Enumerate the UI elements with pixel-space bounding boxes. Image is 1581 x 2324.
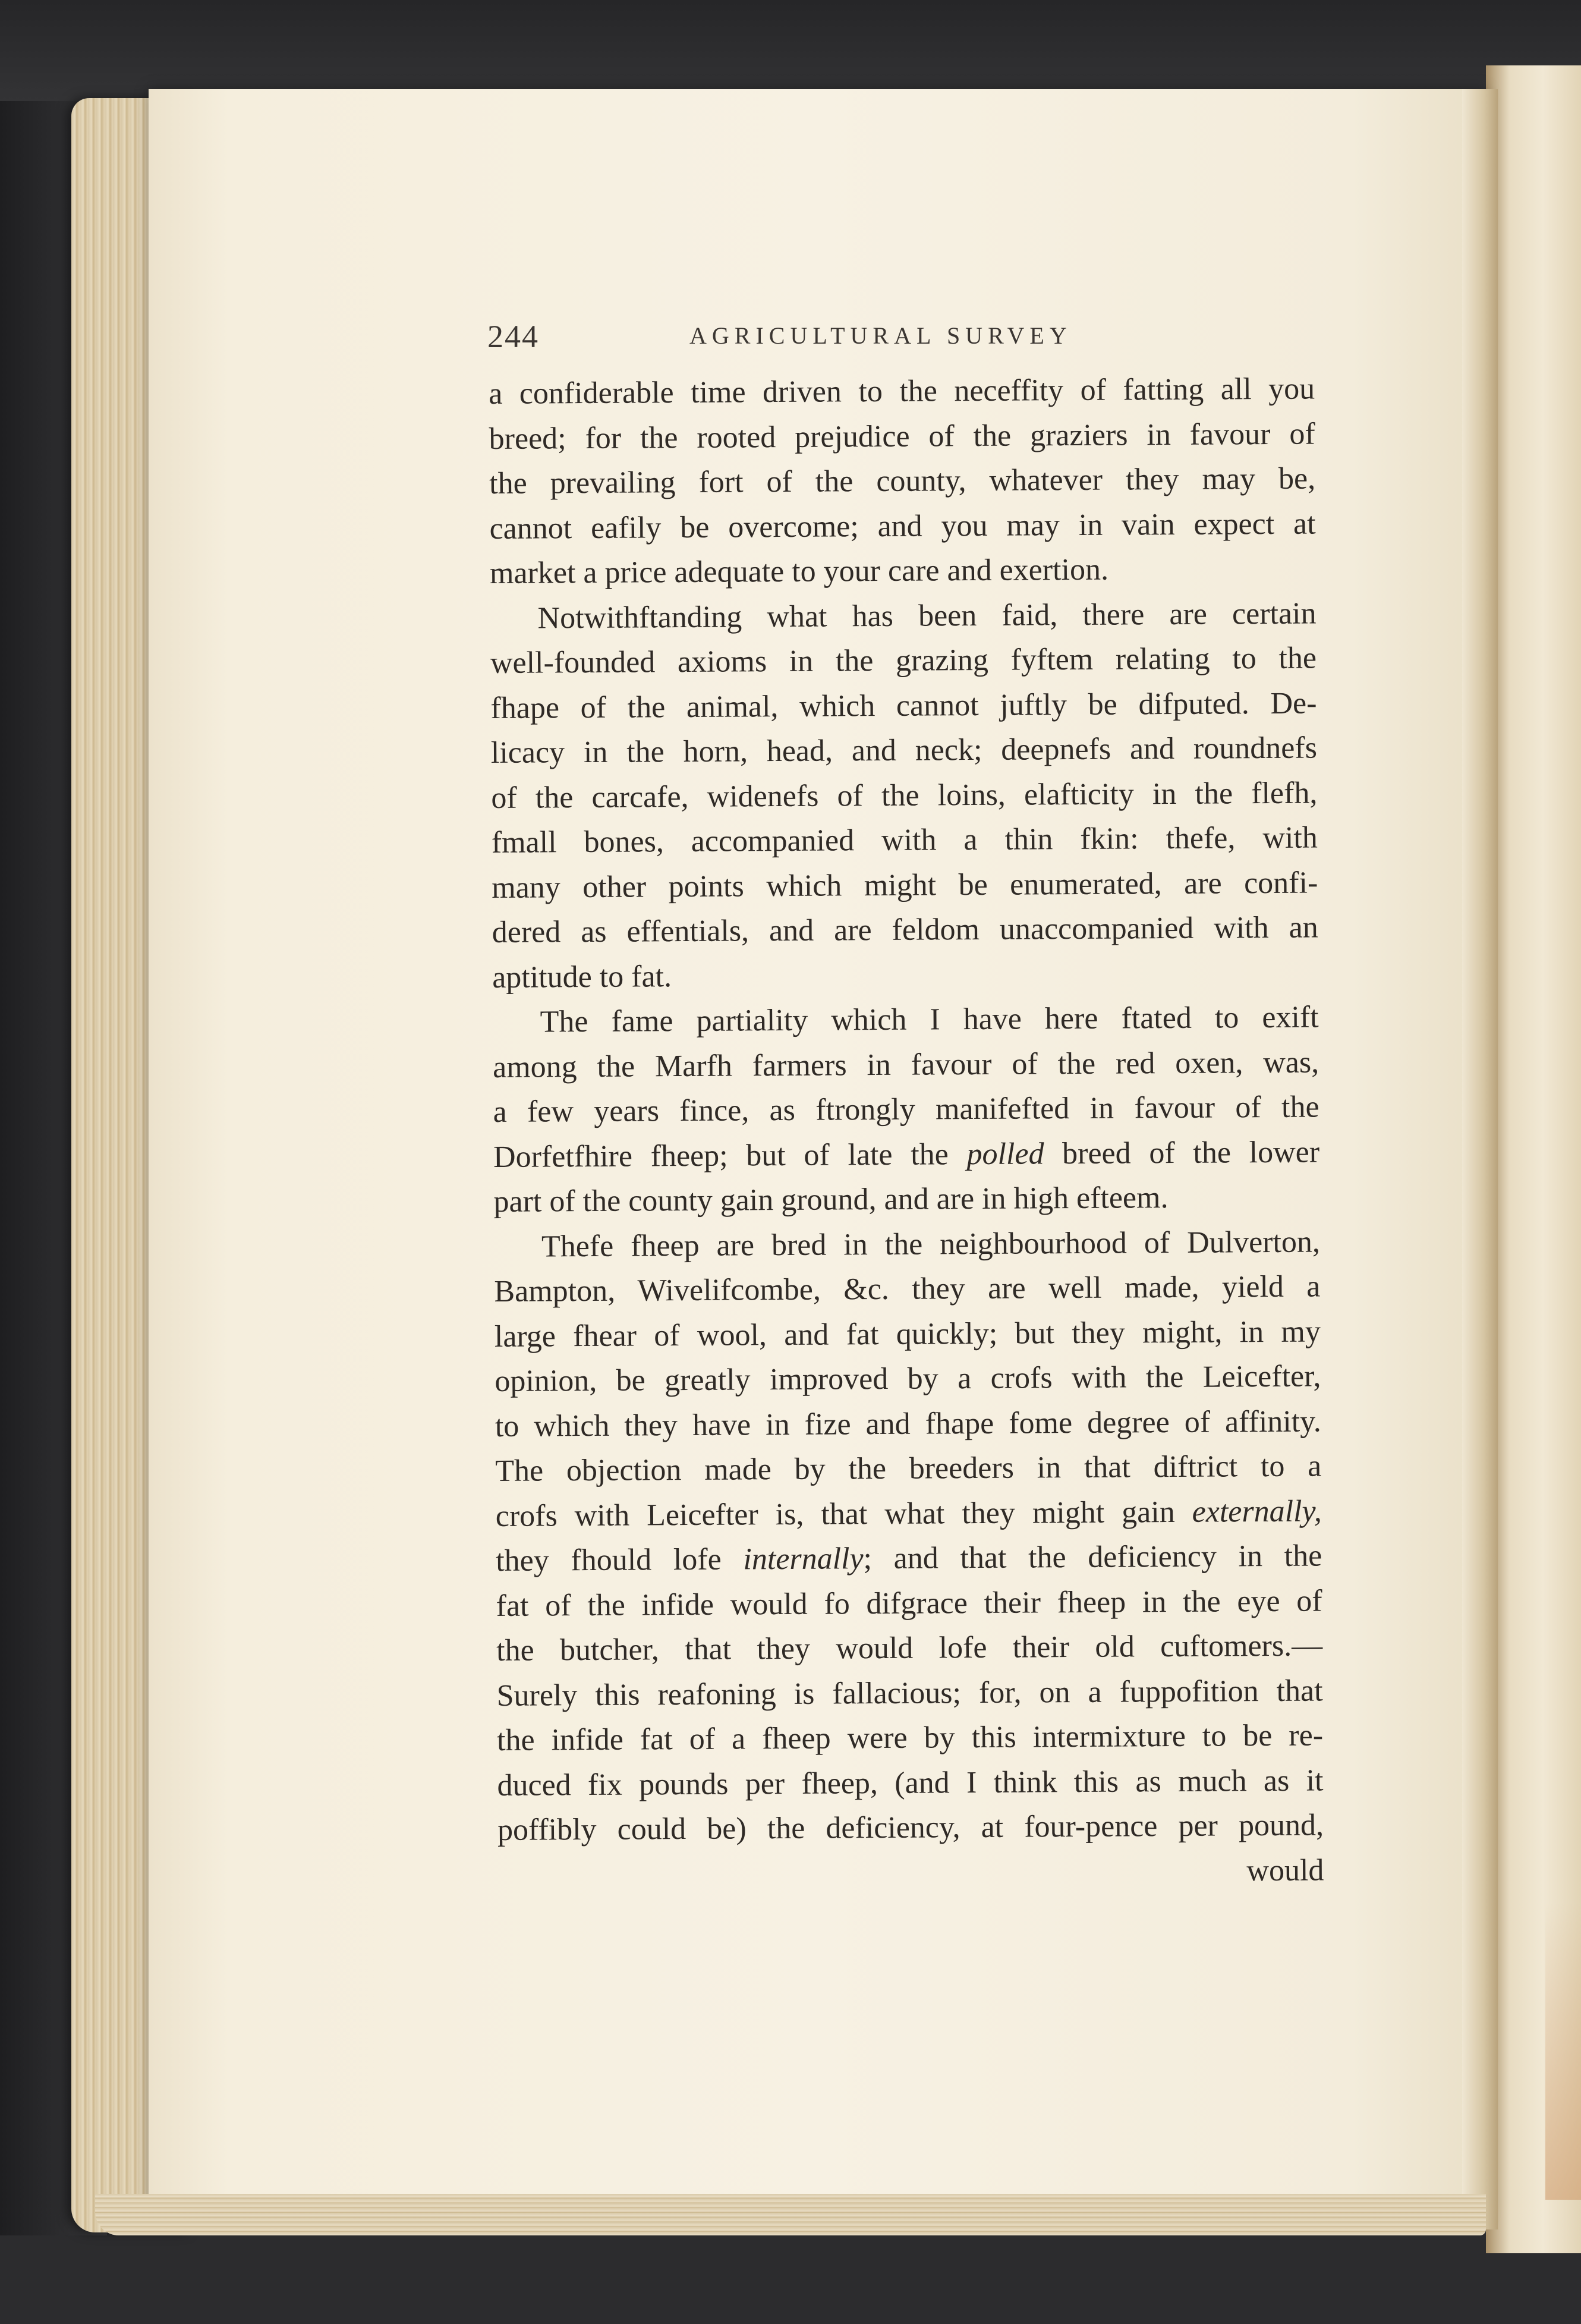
text-segment: crofs with Leicefter is, that what they might gain bbox=[495, 1495, 1192, 1533]
backdrop-bottom bbox=[0, 2235, 1581, 2324]
text-line: to which they have in fize and fhape fome degree of affinity. bbox=[495, 1404, 1321, 1444]
text-line: part of the county gain ground, and are in high efteem. bbox=[493, 1181, 1169, 1219]
text-line: the infide fat of a fheep were by this intermixture to be re- bbox=[496, 1718, 1324, 1757]
text-line: Bampton, Wivelifcombe, &c. they are well made, yield a bbox=[494, 1269, 1321, 1309]
text-line: dered as effentials, and are feldom unaccompanied with an bbox=[492, 910, 1318, 949]
text-line-with-italic bbox=[496, 1533, 1322, 1583]
text-line: fat of the infide would fo difgrace their fheep in the eye of bbox=[496, 1583, 1322, 1623]
text-segment: ; and that the deficiency in the bbox=[863, 1539, 1322, 1576]
text-line: the butcher, that they would lofe their old cuftomers.— bbox=[496, 1628, 1323, 1668]
text-line: aptitude to fat. bbox=[492, 959, 672, 995]
text-line: opinion, be greatly improved by a crofs with the Leicefter, bbox=[495, 1359, 1321, 1398]
text-line: Surely this reafoning is fallacious; for, on a fuppofition that bbox=[496, 1673, 1323, 1713]
text-line: market a price adequate to your care and exertion. bbox=[489, 552, 1109, 590]
text-line: licacy in the horn, head, and neck; deepnefs and roundnefs bbox=[490, 731, 1318, 770]
book-gutter bbox=[1462, 89, 1498, 2229]
text-line: cannot eafily be overcome; and you may in vain expect at bbox=[489, 507, 1316, 546]
text-line: fhape of the animal, which cannot juftly be difputed. De- bbox=[490, 685, 1317, 725]
text-line-with-italic bbox=[496, 1489, 1322, 1539]
italic-word: externally, bbox=[1192, 1493, 1322, 1529]
text-line: The objection made by the breeders in that diftrict to a bbox=[495, 1449, 1322, 1488]
body-text bbox=[489, 367, 1324, 1898]
text-segment: they fhould lofe bbox=[496, 1542, 744, 1578]
page-bottom-edges bbox=[95, 2194, 1486, 2235]
text-line: duced fix pounds per fheep, (and I think this as much as it bbox=[497, 1763, 1324, 1803]
text-line: a confiderable time driven to the neceffity of fatting all you bbox=[489, 372, 1315, 411]
text-line: the prevailing fort of the county, whatever they may be, bbox=[489, 461, 1316, 501]
paragraph-start-line: The fame partiality which I have here ftated to exift bbox=[540, 1000, 1319, 1039]
page-number: 244 bbox=[487, 319, 539, 354]
text-line: well-founded axioms in the grazing fyftem relating to the bbox=[490, 641, 1317, 680]
text-line: many other points which might be enumerated, are confi- bbox=[492, 865, 1318, 905]
text-line: breed; for the rooted prejudice of the graziers in favour of bbox=[489, 417, 1315, 456]
catchword: would bbox=[1246, 1853, 1324, 1888]
paragraph-start-line: Thefe fheep are bred in the neighbourhood of Dulverton, bbox=[541, 1224, 1321, 1263]
backdrop-top bbox=[0, 0, 1581, 101]
text-line: large fhear of wool, and fat quickly; but they might, in my bbox=[494, 1314, 1321, 1354]
text-line: a few years fince, as ftrongly manifefted in favour of the bbox=[493, 1090, 1319, 1129]
text-line: among the Marfh farmers in favour of the red oxen, was, bbox=[492, 1045, 1319, 1084]
text-line-with-italic bbox=[493, 1130, 1319, 1180]
facing-page-stain bbox=[1545, 1902, 1581, 2200]
text-line: fmall bones, accompanied with a thin fkin: thefe, with bbox=[491, 820, 1318, 860]
italic-word: internally bbox=[743, 1542, 864, 1577]
text-line: poffibly could be) the deficiency, at four-pence per pound, bbox=[497, 1808, 1324, 1847]
paragraph-start-line: Notwithftanding what has been faid, there are certain bbox=[537, 596, 1317, 636]
running-head: AGRICULTURAL SURVEY bbox=[689, 322, 1072, 349]
text-segment: Dorfetfhire fheep; but of late the bbox=[493, 1137, 967, 1174]
page-header bbox=[487, 318, 1319, 366]
text-segment: breed of the lower bbox=[1044, 1134, 1320, 1171]
text-line: of the carcafe, widenefs of the loins, elafticity in the flefh, bbox=[491, 775, 1318, 815]
italic-word: polled bbox=[966, 1136, 1044, 1171]
